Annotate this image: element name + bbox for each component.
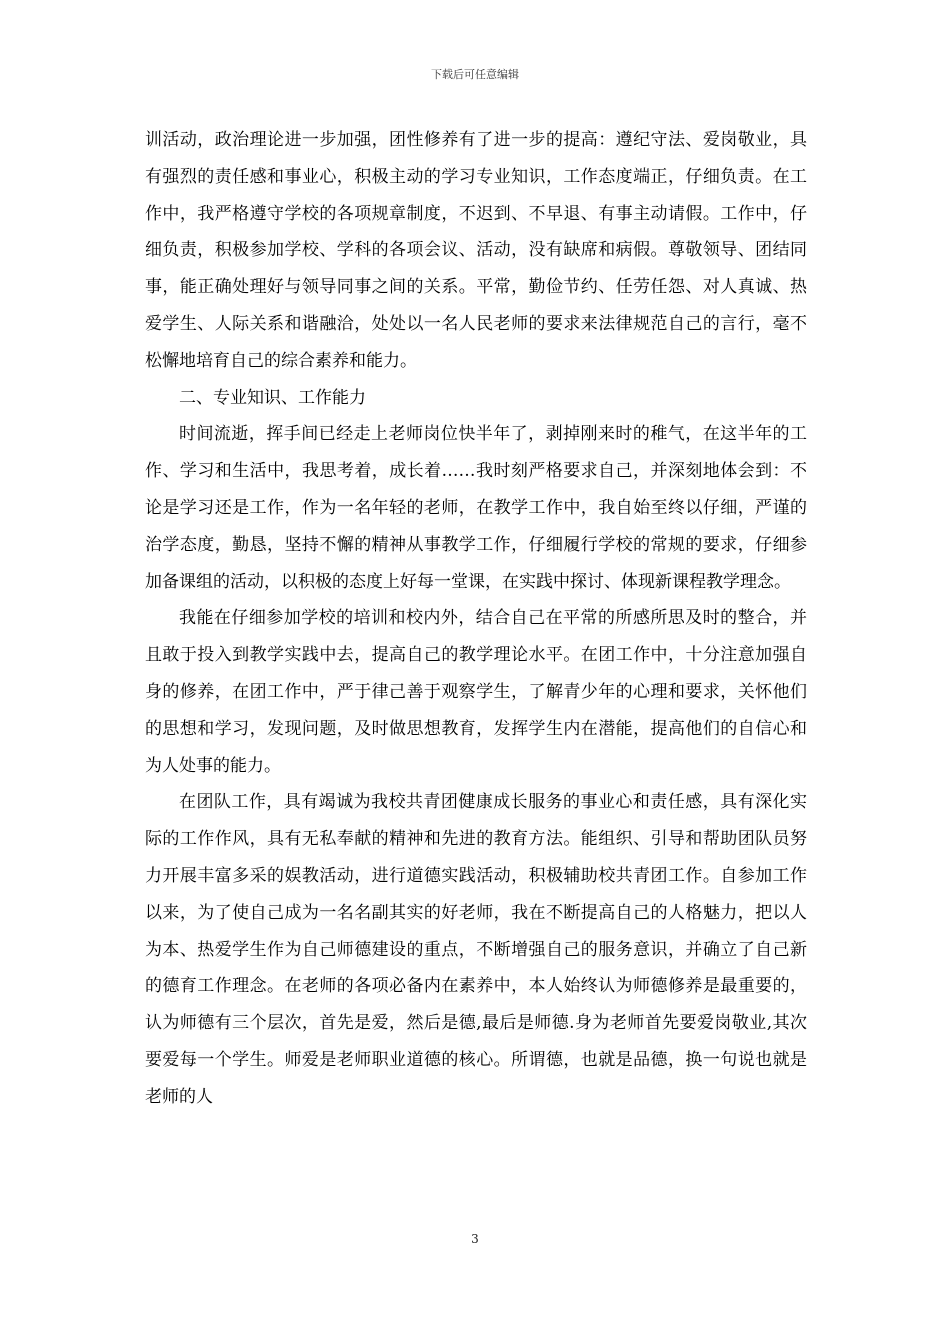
page-number: 3 <box>471 1232 479 1246</box>
paragraph: 时间流逝，挥手间已经走上老师岗位快半年了，剥掉刚来时的稚气，在这半年的工作、学习和生活中，我思考着，成长着……我时刻严格要求自己，并深刻地体会到：不论是学习还是工作，作为一名年轻的老师，在教学工作中，我自始至终以仔细，严谨的治学态度，勤恳，坚持不懈的精神从事教学工作，仔细履行学校的常规的要求，仔细参加备课组的活动，以积极的态度上好每一堂课，在实践中探讨、体现新课程教学理念。 <box>145 424 807 592</box>
paragraph: 在团队工作，具有竭诚为我校共青团健康成长服务的事业心和责任感，具有深化实际的工作作风，具有无私奉献的精神和先进的教育方法。能组织、引导和帮助团队员努力开展丰富多采的娱教活动，进行道德实践活动，积极辅助校共青团工作。自参加工作以来，为了使自己成为一名名副其实的好老师，我在不断提高自己的人格魅力，把以人为本、热爱学生作为自己师德建设的重点，不断增强自己的服务意识，并确立了自己新的德育工作理念。在老师的各项必备内在素养中，本人始终认为师德修养是最重要的，认为师德有三个层次，首先是爱，然后是德,最后是师德.身为老师首先要爱岗敬业,其次要爱每一个学生。师爱是老师职业道德的核心。所谓德，也就是品德，换一句说也就是老师的人 <box>145 792 807 1107</box>
paragraph-continued: 训活动，政治理论进一步加强，团性修养有了进一步的提高：遵纪守法、爱岗敬业，具有强烈的责任感和事业心，积极主动的学习专业知识，工作态度端正，仔细负责。在工作中，我严格遵守学校的各项规章制度，不迟到、不早退、有事主动请假。工作中，仔细负责，积极参加学校、学科的各项会议、活动，没有缺席和病假。尊敬领导、团结同事，能正确处理好与领导同事之间的关系。平常，勤俭节约、任劳任怨、对人真诚、热爱学生、人际关系和谐融洽，处处以一名人民老师的要求来法律规范自己的言行，毫不松懈地培育自己的综合素养和能力。 <box>145 130 807 371</box>
section-heading: 二、专业知识、工作能力 <box>179 387 366 408</box>
document-body <box>145 122 807 1116</box>
paragraph: 我能在仔细参加学校的培训和校内外，结合自己在平常的所感所思及时的整合，并且敢于投入到教学实践中去，提高自己的教学理论水平。在团工作中，十分注意加强自身的修养，在团工作中，严于律己善于观察学生，了解青少年的心理和要求，关怀他们的思想和学习，发现问题，及时做思想教育，发挥学生内在潜能，提高他们的自信心和为人处事的能力。 <box>145 608 807 776</box>
page-header: 下载后可任意编辑 <box>431 68 519 81</box>
